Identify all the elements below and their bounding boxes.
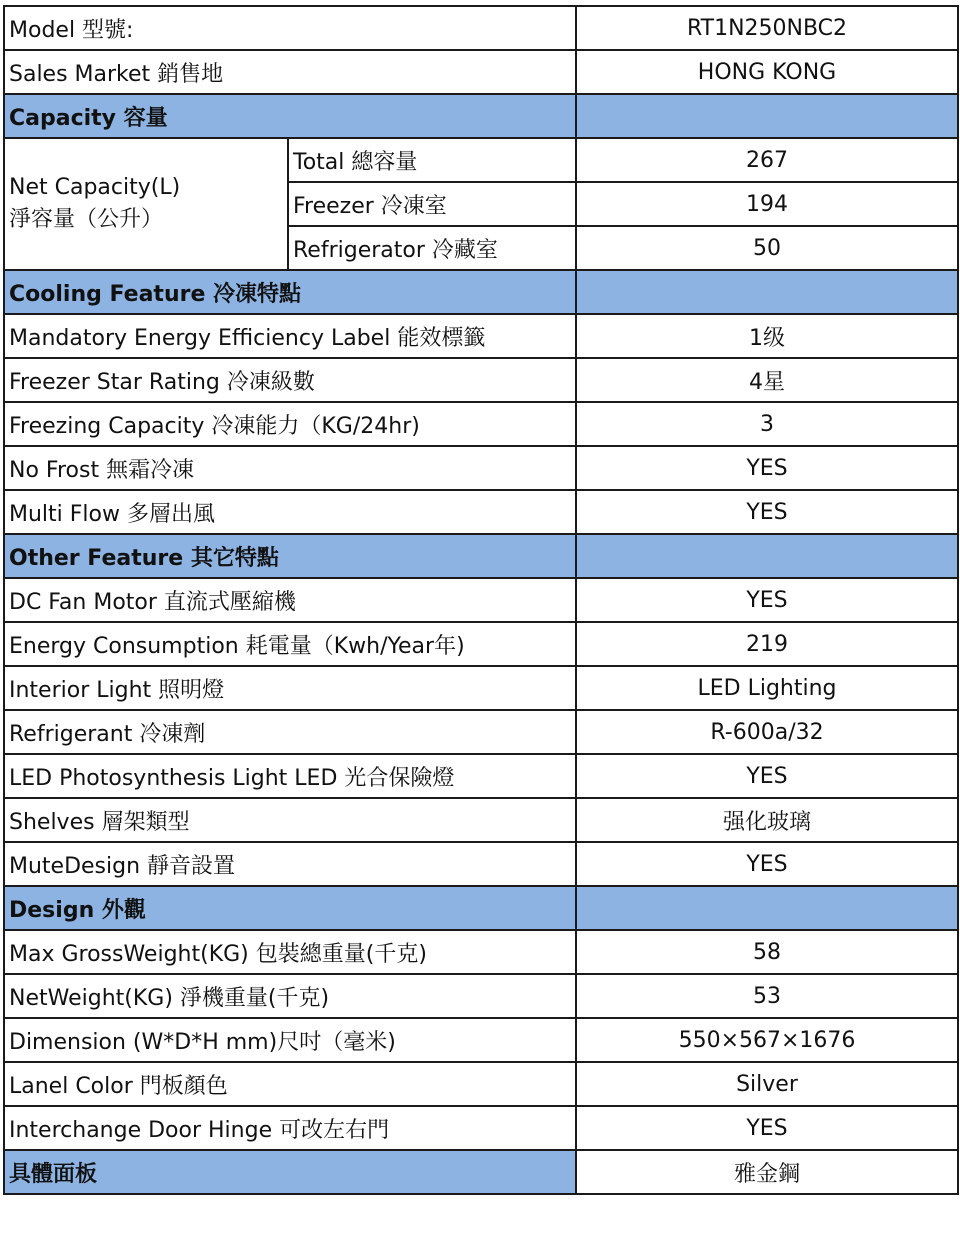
table-row	[4, 666, 958, 710]
table-row	[4, 138, 958, 182]
panel-value: 雅金鋼	[576, 1150, 958, 1194]
row-value: 3	[576, 402, 958, 446]
section-blank	[576, 534, 958, 578]
row-value: 194	[576, 182, 958, 226]
section-header-capacity	[4, 94, 958, 138]
table-row	[4, 446, 958, 490]
table-row	[4, 930, 958, 974]
net-capacity-label-en: Net Capacity(L)	[9, 175, 181, 200]
table-row	[4, 578, 958, 622]
row-label: Max GrossWeight(KG) 包裝總重量(千克)	[4, 930, 576, 974]
row-label: Lanel Color 門板顏色	[4, 1062, 576, 1106]
row-value: 550×567×1676	[576, 1018, 958, 1062]
row-value: Silver	[576, 1062, 958, 1106]
table-row	[4, 798, 958, 842]
row-value: LED Lighting	[576, 666, 958, 710]
row-label: Freezer Star Rating 冷凍級數	[4, 358, 576, 402]
row-value: YES	[576, 1106, 958, 1150]
row-value: 219	[576, 622, 958, 666]
row-value: 267	[576, 138, 958, 182]
section-blank	[576, 270, 958, 314]
row-value: 53	[576, 974, 958, 1018]
section-header-cooling	[4, 270, 958, 314]
row-label: Freezing Capacity 冷凍能力（KG/24hr)	[4, 402, 576, 446]
table-row	[4, 1106, 958, 1150]
table-row	[4, 358, 958, 402]
market-value: HONG KONG	[576, 50, 958, 94]
row-label: Interchange Door Hinge 可改左右門	[4, 1106, 576, 1150]
row-label: Dimension (W*D*H mm)尺吋（毫米)	[4, 1018, 576, 1062]
table-row	[4, 50, 958, 94]
section-title: Design 外觀	[4, 886, 576, 930]
row-value: 4星	[576, 358, 958, 402]
row-value: YES	[576, 578, 958, 622]
row-label: Energy Consumption 耗電量（Kwh/Year年)	[4, 622, 576, 666]
row-value: 1级	[576, 314, 958, 358]
row-label: Freezer 冷凍室	[288, 182, 576, 226]
net-capacity-label	[4, 138, 288, 270]
section-title: Cooling Feature 冷凍特點	[4, 270, 576, 314]
section-blank	[576, 94, 958, 138]
table-row	[4, 1062, 958, 1106]
net-capacity-label-zh: 淨容量（公升）	[9, 207, 164, 232]
row-value: YES	[576, 754, 958, 798]
row-label: Mandatory Energy Efficiency Label 能效標籤	[4, 314, 576, 358]
row-value: YES	[576, 446, 958, 490]
table-row	[4, 754, 958, 798]
row-label: MuteDesign 靜音設置	[4, 842, 576, 886]
spec-table	[3, 5, 959, 1195]
model-value: RT1N250NBC2	[576, 6, 958, 50]
table-row	[4, 402, 958, 446]
row-label: No Frost 無霜冷凍	[4, 446, 576, 490]
row-value: 58	[576, 930, 958, 974]
section-header-other	[4, 534, 958, 578]
table-row	[4, 490, 958, 534]
row-value: YES	[576, 490, 958, 534]
section-header-design	[4, 886, 958, 930]
table-row	[4, 710, 958, 754]
model-label: Model 型號:	[4, 6, 576, 50]
row-label: Refrigerator 冷藏室	[288, 226, 576, 270]
section-title: Capacity 容量	[4, 94, 576, 138]
table-row	[4, 622, 958, 666]
table-row	[4, 1018, 958, 1062]
row-label: DC Fan Motor 直流式壓縮機	[4, 578, 576, 622]
table-row	[4, 842, 958, 886]
section-blank	[576, 886, 958, 930]
row-label: Total 總容量	[288, 138, 576, 182]
table-row	[4, 314, 958, 358]
row-label: NetWeight(KG) 淨機重量(千克)	[4, 974, 576, 1018]
table-row	[4, 974, 958, 1018]
row-value: 强化玻璃	[576, 798, 958, 842]
table-row	[4, 1150, 958, 1194]
market-label: Sales Market 銷售地	[4, 50, 576, 94]
row-value: R-600a/32	[576, 710, 958, 754]
row-label: Refrigerant 冷凍劑	[4, 710, 576, 754]
row-label: LED Photosynthesis Light LED 光合保險燈	[4, 754, 576, 798]
table-row	[4, 6, 958, 50]
section-title: Other Feature 其它特點	[4, 534, 576, 578]
row-value: YES	[576, 842, 958, 886]
row-label: Interior Light 照明燈	[4, 666, 576, 710]
row-label: Multi Flow 多層出風	[4, 490, 576, 534]
row-label: Shelves 層架類型	[4, 798, 576, 842]
row-value: 50	[576, 226, 958, 270]
panel-label: 具體面板	[4, 1150, 576, 1194]
